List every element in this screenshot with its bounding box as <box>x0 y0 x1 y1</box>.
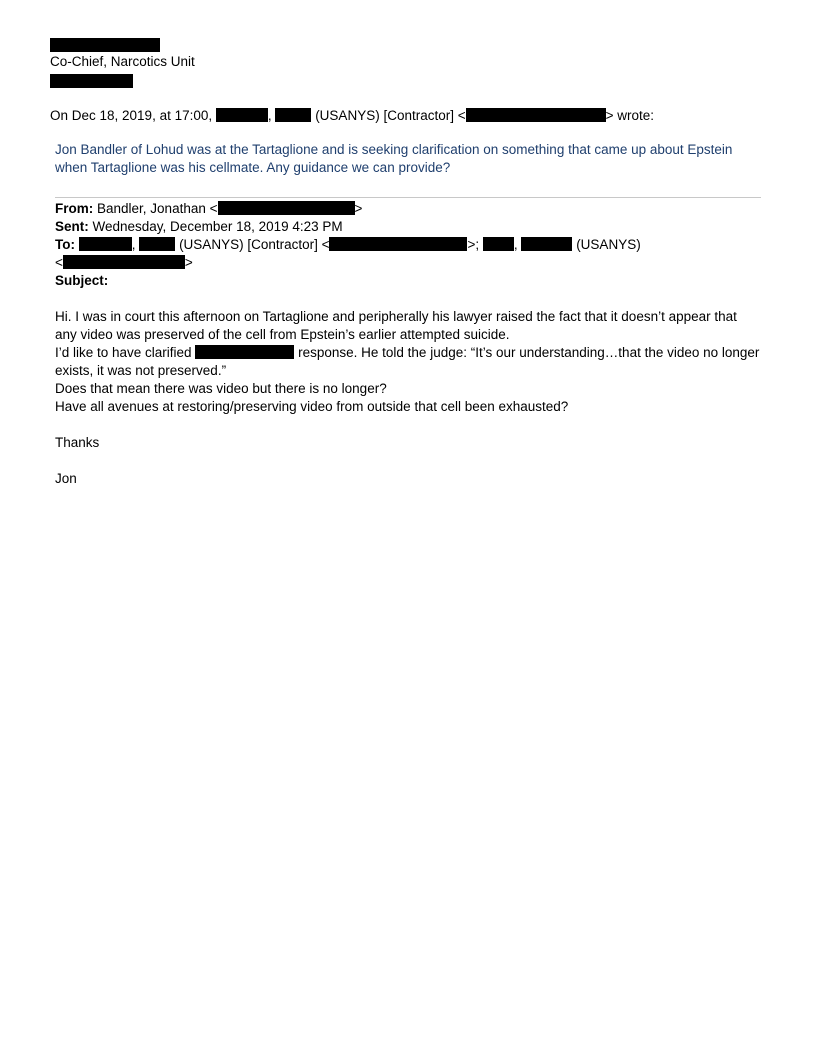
body-sign: Jon <box>55 471 77 486</box>
quoted-line-2: when Tartaglione was his cellmate. Any guidance we can provide? <box>55 160 451 175</box>
to-separator: >; <box>467 237 480 252</box>
from-label: From: <box>55 201 94 216</box>
body-p2-end: response. He told the judge: “It’s our understanding…that the video no longer <box>298 345 760 360</box>
redacted-to-first-1 <box>139 237 175 251</box>
quoted-line-1: Jon Bandler of Lohud was at the Tartaglione and is seeking clarification on something that came up about Epstein <box>55 142 733 157</box>
reply-header-prefix: On Dec 18, 2019, at 17:00, <box>50 108 213 123</box>
from-line <box>55 200 362 218</box>
redacted-to-last-1 <box>79 237 132 251</box>
subject-label: Subject: <box>55 273 109 288</box>
redacted-sender-email <box>466 108 606 122</box>
body-thanks: Thanks <box>55 435 100 450</box>
body-p1-line2: any video was preserved of the cell from Epstein’s earlier attempted suicide. <box>55 327 510 342</box>
redacted-from-email <box>218 201 355 215</box>
reply-header-suffix: > wrote: <box>605 108 655 123</box>
redacted-to-first-2 <box>521 237 572 251</box>
sent-line <box>55 218 343 236</box>
signature-title: Co-Chief, Narcotics Unit <box>50 54 195 69</box>
to-org-2: (USANYS) <box>576 237 641 252</box>
body-p2-line1 <box>55 344 759 362</box>
separator-line <box>55 197 761 198</box>
sent-value: Wednesday, December 18, 2019 4:23 PM <box>92 219 343 234</box>
body-p2-line2: exists, it was not preserved.” <box>55 363 227 378</box>
from-value: Bandler, Jonathan < <box>97 201 218 216</box>
redacted-to-email-2 <box>63 255 185 269</box>
to-line <box>55 236 641 254</box>
redacted-name <box>50 38 160 52</box>
body-p4: Have all avenues at restoring/preserving video from outside that cell been exhausted? <box>55 399 569 414</box>
body-p2-start: I’d like to have clarified <box>55 345 192 360</box>
redacted-contact <box>50 74 133 88</box>
to-comma-1: , <box>131 237 136 252</box>
to-line-2 <box>55 254 193 272</box>
sent-label: Sent: <box>55 219 89 234</box>
to-open-2: < <box>55 255 63 270</box>
redacted-sender-last <box>216 108 268 122</box>
reply-header-org: (USANYS) [Contractor] < <box>315 108 466 123</box>
redacted-to-email-1 <box>329 237 467 251</box>
redacted-sender-first <box>275 108 311 122</box>
redacted-to-last-2 <box>483 237 514 251</box>
to-org-1: (USANYS) [Contractor] < <box>179 237 330 252</box>
reply-header-comma: , <box>267 108 272 123</box>
from-close: > <box>354 201 363 216</box>
to-label: To: <box>55 237 75 252</box>
reply-header <box>50 107 654 125</box>
body-p3: Does that mean there was video but there is no longer? <box>55 381 387 396</box>
to-close-2: > <box>184 255 193 270</box>
to-comma-2: , <box>513 237 518 252</box>
redacted-spokesperson <box>195 345 294 359</box>
body-p1-line1: Hi. I was in court this afternoon on Tartaglione and peripherally his lawyer raised the fact that it doesn’t appear that <box>55 309 737 324</box>
